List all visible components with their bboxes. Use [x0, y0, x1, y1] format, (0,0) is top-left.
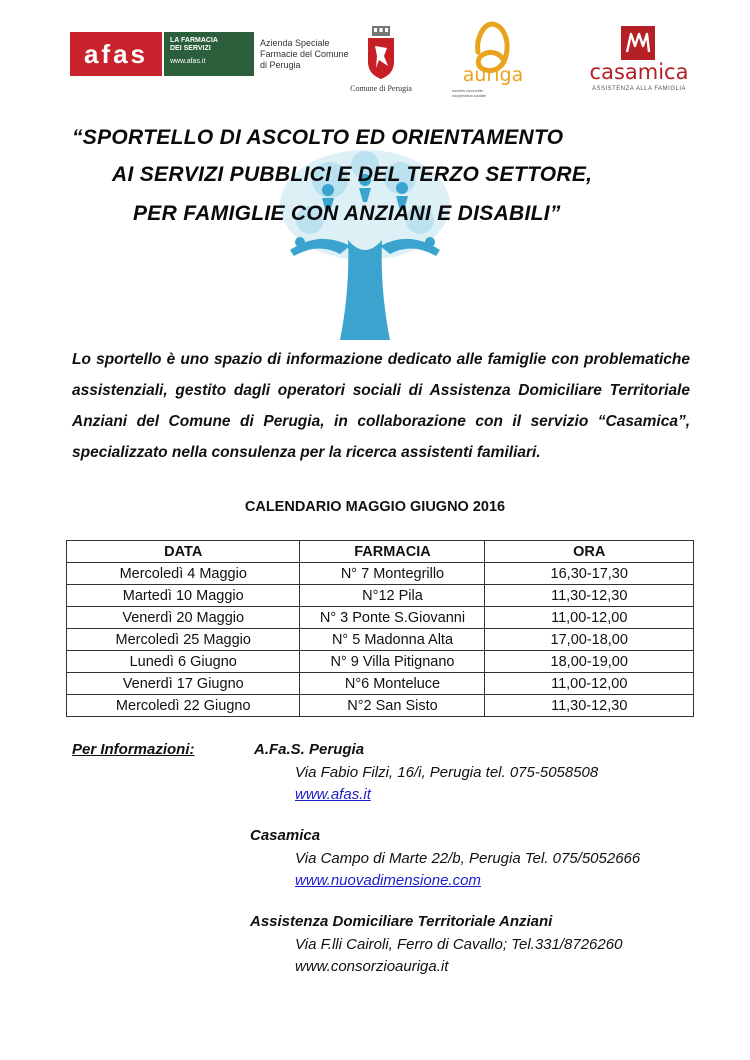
cell-date: Mercoledì 4 Maggio — [67, 563, 300, 585]
calendar-table — [66, 540, 694, 717]
afas-tagline-2: DEI SERVIZI — [170, 45, 211, 52]
table-row — [67, 607, 694, 629]
info-label: Per Informazioni: — [72, 741, 195, 758]
table-row — [67, 651, 694, 673]
azienda-line-1: Azienda Speciale — [260, 38, 330, 48]
cell-pharmacy: N° 9 Villa Pitignano — [300, 651, 485, 673]
casamica-subtitle: ASSISTENZA ALLA FAMIGLIA — [591, 86, 687, 92]
cell-date: Mercoledì 22 Giugno — [67, 695, 300, 717]
comune-label: Comune di Perugia — [350, 84, 412, 93]
afas-tagline-box — [164, 32, 254, 76]
afas-logo — [70, 32, 162, 76]
cell-time: 11,00-12,00 — [485, 673, 694, 695]
intro-paragraph: Lo sportello è uno spazio di informazione dedicato alle famiglie con problematiche assistenziali, gestito dagli operatori sociali di Assistenza Domiciliare Territoriale Anziani del Comune di Perugia, in collaborazione con il servizio “Casamica”, specializzato nella consulenza per la ricerca assistenti familiari. — [72, 351, 690, 461]
casamica-name: casamica — [589, 60, 689, 84]
title-line-3: PER FAMIGLIE CON ANZIANI E DISABILI” — [133, 202, 561, 225]
cell-date: Mercoledì 25 Maggio — [67, 629, 300, 651]
casamica-address: Via Campo di Marte 22/b, Perugia Tel. 075/5052666 — [295, 850, 641, 867]
header-data: DATA — [67, 541, 300, 563]
header-farmacia: FARMACIA — [300, 541, 485, 563]
cell-pharmacy: N° 5 Madonna Alta — [300, 629, 485, 651]
cell-date: Venerdì 20 Maggio — [67, 607, 300, 629]
cell-pharmacy: N°2 San Sisto — [300, 695, 485, 717]
table-row — [67, 563, 694, 585]
table-header-row — [67, 541, 694, 563]
cell-time: 11,30-12,30 — [485, 585, 694, 607]
cell-date: Martedì 10 Maggio — [67, 585, 300, 607]
cell-date: Venerdì 17 Giugno — [67, 673, 300, 695]
adta-address: Via F.lli Cairoli, Ferro di Cavallo; Tel.331/8726260 — [295, 936, 623, 953]
azienda-line-2: Farmacie del Comune — [260, 49, 349, 59]
table-row — [67, 585, 694, 607]
cell-pharmacy: N° 7 Montegrillo — [300, 563, 485, 585]
cell-pharmacy: N°12 Pila — [300, 585, 485, 607]
adta-org-name: Assistenza Domiciliare Territoriale Anziani — [250, 913, 553, 930]
cell-date: Lunedì 6 Giugno — [67, 651, 300, 673]
cell-pharmacy: N°6 Monteluce — [300, 673, 485, 695]
afas-address: Via Fabio Filzi, 16/i, Perugia tel. 075-5058508 — [295, 764, 599, 781]
auriga-sub-1: società consortile — [452, 88, 483, 93]
cell-time: 16,30-17,30 — [485, 563, 694, 585]
cell-time: 17,00-18,00 — [485, 629, 694, 651]
table-row — [67, 629, 694, 651]
afas-tagline-1: LA FARMACIA — [170, 37, 218, 44]
cell-pharmacy: N° 3 Ponte S.Giovanni — [300, 607, 485, 629]
afas-logo-text: afas — [83, 38, 149, 69]
afas-url: www.afas.it — [170, 58, 206, 65]
cell-time: 18,00-19,00 — [485, 651, 694, 673]
table-row — [67, 695, 694, 717]
calendar-title: CALENDARIO MAGGIO GIUGNO 2016 — [244, 499, 506, 515]
adta-website: www.consorzioauriga.it — [295, 958, 449, 975]
auriga-sub-2: cooperativa sociale — [452, 93, 487, 98]
azienda-speciale-text — [260, 38, 350, 71]
auriga-logo-icon — [454, 18, 528, 98]
casamica-org-name: Casamica — [250, 827, 321, 844]
auriga-subtitle — [452, 88, 492, 98]
casamica-website-link[interactable]: www.nuovadimensione.com — [295, 872, 481, 889]
auriga-name: auriga — [462, 64, 524, 86]
table-row — [67, 673, 694, 695]
title-line-1: “SPORTELLO DI ASCOLTO ED ORIENTAMENTO — [72, 126, 564, 149]
cell-time: 11,00-12,00 — [485, 607, 694, 629]
comune-perugia-crest-icon — [364, 26, 398, 80]
header-ora: ORA — [485, 541, 694, 563]
cell-time: 11,30-12,30 — [485, 695, 694, 717]
azienda-line-3: di Perugia — [260, 60, 301, 70]
title-line-2: AI SERVIZI PUBBLICI E DEL TERZO SETTORE, — [112, 163, 593, 186]
afas-website-link[interactable]: www.afas.it — [295, 786, 371, 803]
casamica-logo-icon — [621, 26, 655, 60]
afas-org-name: A.Fa.S. Perugia — [254, 741, 365, 758]
